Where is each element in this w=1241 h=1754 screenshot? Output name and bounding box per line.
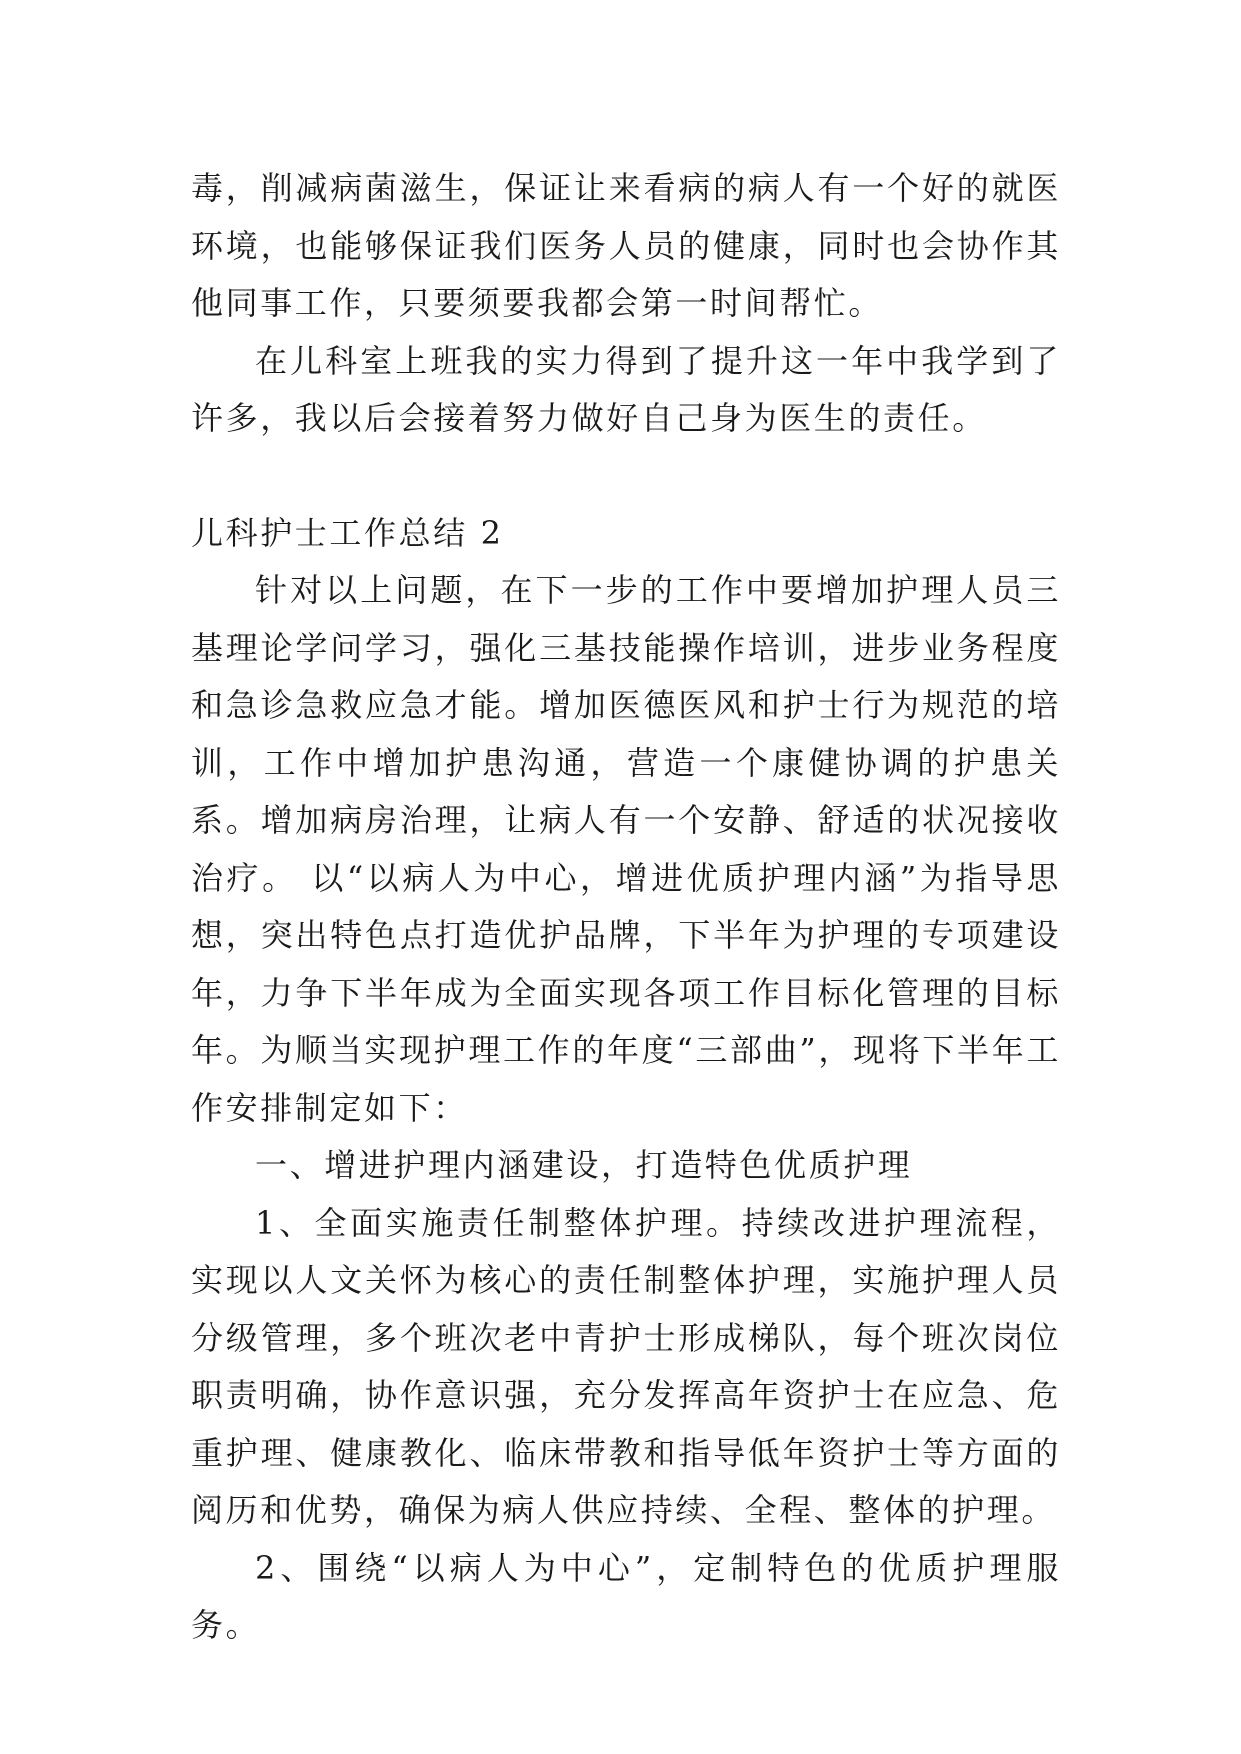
paragraph: 毒，削减病菌滋生，保证让来看病的病人有一个好的就医环境，也能够保证我们医务人员的健康，同时也会协作其他同事工作，只要须要我都会第一时间帮忙。	[191, 169, 1061, 322]
subsection-heading: 一、增进护理内涵建设，打造特色优质护理	[255, 1146, 913, 1184]
paragraph: 1、全面实施责任制整体护理。持续改进护理流程，实现以人文关怀为核心的责任制整体护理，实施护理人员分级管理，多个班次老中青护士形成梯队，每个班次岗位职责明确，协作意识强，充分发挥高年资护士在应急、危重护理、健康教化、临床带教和指导低年资护士等方面的阅历和优势，确保为病人供应持续、全程、整体的护理。	[191, 1203, 1061, 1529]
document-body	[191, 160, 1061, 1655]
paragraph: 针对以上问题，在下一步的工作中要增加护理人员三基理论学问学习，强化三基技能操作培训，进步业务程度和急诊急救应急才能。增加医德医风和护士行为规范的培训，工作中增加护患沟通，营造一个康健协调的护患关系。增加病房治理，让病人有一个安静、舒适的状况接收治疗。 以“以病人为中心，增进优质护理内涵”为指导思想，突出特色点打造优护品牌，下半年为护理的专项建设年，力争下半年成为全面实现各项工作目标化管理的目标年。为顺当实现护理工作的年度“三部曲”，现将下半年工作安排制定如下：	[191, 571, 1061, 1127]
paragraph: 在儿科室上班我的实力得到了提升这一年中我学到了许多，我以后会接着努力做好自己身为医生的责任。	[191, 341, 1061, 437]
paragraph: 2、围绕“以病人为中心”，定制特色的优质护理服务。	[191, 1548, 1061, 1644]
section-title: 儿科护士工作总结 2	[191, 513, 504, 552]
